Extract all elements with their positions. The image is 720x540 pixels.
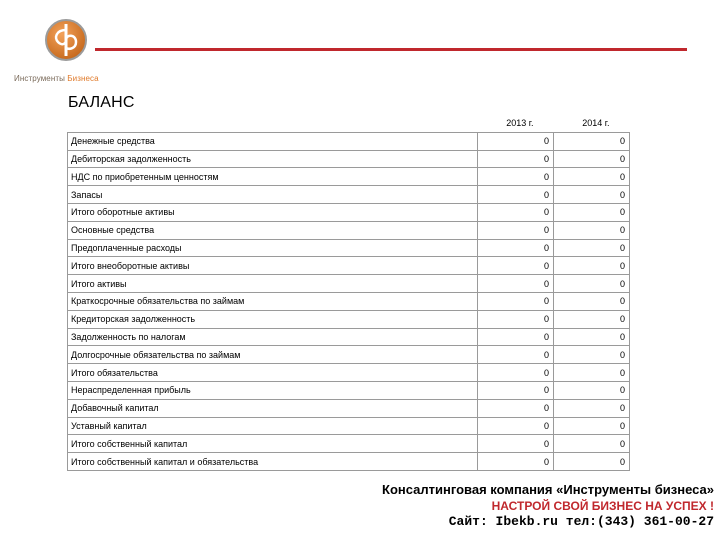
- row-label: Основные средства: [68, 221, 478, 239]
- table-row: [68, 203, 630, 221]
- table-row: [68, 381, 630, 399]
- footer-slogan: НАСТРОЙ СВОЙ БИЗНЕС НА УСПЕХ !: [491, 499, 714, 513]
- header-divider: [95, 48, 687, 51]
- row-value-2014: 0: [554, 132, 630, 150]
- row-value-2013: 0: [478, 203, 554, 221]
- row-value-2014: 0: [554, 239, 630, 257]
- row-value-2014: 0: [554, 417, 630, 435]
- row-value-2013: 0: [478, 364, 554, 382]
- logo-wordmark: [14, 74, 134, 83]
- company-logo: [14, 14, 124, 83]
- row-label: Итого собственный капитал: [68, 435, 478, 453]
- table-row: [68, 310, 630, 328]
- row-value-2014: 0: [554, 203, 630, 221]
- header-cell-2013: 2013 г.: [478, 115, 554, 132]
- row-value-2013: 0: [478, 310, 554, 328]
- row-value-2013: 0: [478, 453, 554, 471]
- row-label: Дебиторская задолженность: [68, 150, 478, 168]
- footer: [382, 482, 714, 530]
- row-value-2013: 0: [478, 435, 554, 453]
- row-value-2013: 0: [478, 399, 554, 417]
- row-value-2014: 0: [554, 292, 630, 310]
- logo-emblem-icon: [44, 18, 88, 62]
- row-label: Итого обязательства: [68, 364, 478, 382]
- row-label: Уставный капитал: [68, 417, 478, 435]
- row-value-2014: 0: [554, 399, 630, 417]
- row-value-2013: 0: [478, 257, 554, 275]
- row-value-2013: 0: [478, 186, 554, 204]
- row-label: Задолженность по налогам: [68, 328, 478, 346]
- row-label: Денежные средства: [68, 132, 478, 150]
- row-value-2013: 0: [478, 292, 554, 310]
- row-value-2014: 0: [554, 221, 630, 239]
- row-label: НДС по приобретенным ценностям: [68, 168, 478, 186]
- table-row: [68, 417, 630, 435]
- row-label: Итого собственный капитал и обязательства: [68, 453, 478, 471]
- row-value-2014: 0: [554, 275, 630, 293]
- row-value-2013: 0: [478, 381, 554, 399]
- row-value-2013: 0: [478, 239, 554, 257]
- row-label: Итого активы: [68, 275, 478, 293]
- row-label: Краткосрочные обязательства по займам: [68, 292, 478, 310]
- table-row: [68, 221, 630, 239]
- row-value-2013: 0: [478, 328, 554, 346]
- table-row: [68, 257, 630, 275]
- table-row: [68, 292, 630, 310]
- logo-word-1: Инструменты: [14, 74, 65, 83]
- row-label: Кредиторская задолженность: [68, 310, 478, 328]
- table-row: [68, 435, 630, 453]
- row-value-2014: 0: [554, 257, 630, 275]
- row-value-2014: 0: [554, 150, 630, 168]
- header-cell-2014: 2014 г.: [554, 115, 630, 132]
- table-row: [68, 364, 630, 382]
- row-value-2013: 0: [478, 346, 554, 364]
- row-value-2013: 0: [478, 221, 554, 239]
- row-label: Предоплаченные расходы: [68, 239, 478, 257]
- row-value-2014: 0: [554, 453, 630, 471]
- row-value-2013: 0: [478, 275, 554, 293]
- balance-table: [67, 115, 630, 471]
- row-label: Запасы: [68, 186, 478, 204]
- row-label: Итого оборотные активы: [68, 203, 478, 221]
- row-label: Итого внеоборотные активы: [68, 257, 478, 275]
- row-value-2014: 0: [554, 168, 630, 186]
- row-value-2013: 0: [478, 417, 554, 435]
- table-row: [68, 150, 630, 168]
- row-label: Долгосрочные обязательства по займам: [68, 346, 478, 364]
- row-label: Нераспределенная прибыль: [68, 381, 478, 399]
- table-row: [68, 168, 630, 186]
- table-row: [68, 399, 630, 417]
- row-value-2014: 0: [554, 328, 630, 346]
- row-value-2014: 0: [554, 310, 630, 328]
- row-value-2014: 0: [554, 435, 630, 453]
- table-row: [68, 239, 630, 257]
- row-value-2013: 0: [478, 132, 554, 150]
- header-cell-label: [68, 115, 478, 132]
- table-row: [68, 346, 630, 364]
- row-value-2013: 0: [478, 168, 554, 186]
- table-row: [68, 453, 630, 471]
- table-row: [68, 132, 630, 150]
- logo-word-2: Бизнеса: [64, 74, 99, 83]
- table-row: [68, 275, 630, 293]
- row-value-2014: 0: [554, 346, 630, 364]
- table-row: [68, 328, 630, 346]
- table-header-row: [68, 115, 630, 132]
- table-row: [68, 186, 630, 204]
- page-title: БАЛАНС: [68, 94, 135, 111]
- row-value-2014: 0: [554, 186, 630, 204]
- row-value-2014: 0: [554, 364, 630, 382]
- row-label: Добавочный капитал: [68, 399, 478, 417]
- row-value-2014: 0: [554, 381, 630, 399]
- row-value-2013: 0: [478, 150, 554, 168]
- footer-company: Консалтинговая компания «Инструменты бизнеса»: [382, 482, 714, 497]
- footer-contacts: Сайт: Ibekb.ru тел:(343) 361-00-27: [448, 514, 714, 529]
